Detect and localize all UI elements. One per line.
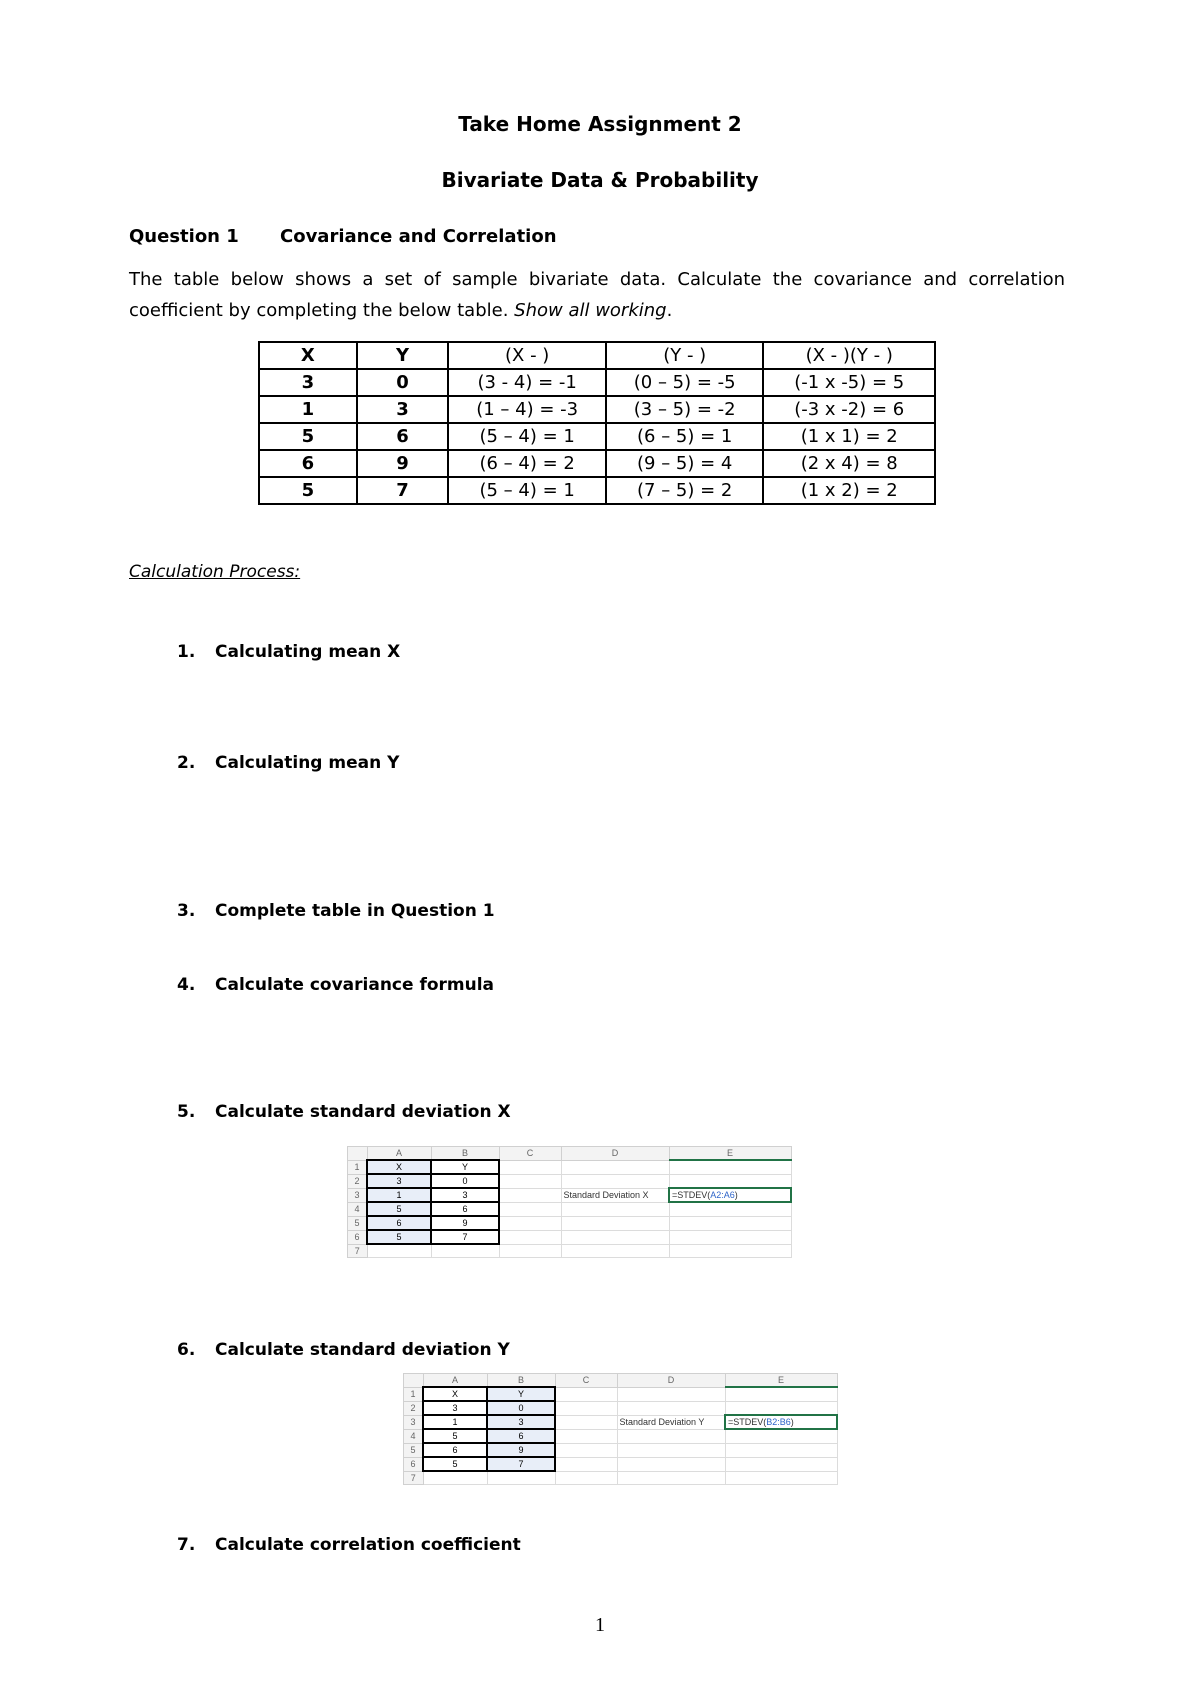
sheet-cell — [499, 1216, 561, 1230]
column-header: D — [561, 1147, 669, 1161]
table-row — [259, 477, 935, 504]
sheet-cell — [499, 1174, 561, 1188]
sheet-cell — [669, 1244, 791, 1258]
sheet-cell — [725, 1387, 837, 1401]
table-cell: (-3 x -2) = 6 — [763, 396, 935, 423]
step-2 — [177, 753, 399, 773]
sheet-cell — [555, 1415, 617, 1429]
std-x-formula[interactable] — [669, 1188, 791, 1202]
step-4 — [177, 975, 494, 995]
formula-range: B2:B6 — [766, 1417, 791, 1427]
document-subtitle: Bivariate Data & Probability — [441, 168, 759, 192]
sheet-cell — [555, 1429, 617, 1443]
column-header: A — [367, 1147, 431, 1161]
sheet-cell: 1 — [367, 1188, 431, 1202]
step-label: Complete table in Question 1 — [215, 901, 495, 921]
column-header: C — [499, 1147, 561, 1161]
sheet-cell — [725, 1443, 837, 1457]
sheet-cell — [617, 1387, 725, 1401]
formula-function: =STDEV( — [728, 1417, 767, 1427]
column-header: B — [431, 1147, 499, 1161]
row-number: 1 — [404, 1387, 424, 1401]
question-number: Question 1 — [129, 226, 239, 247]
sheet-cell — [555, 1457, 617, 1471]
sheet-cell — [561, 1160, 669, 1174]
column-header: A — [423, 1374, 487, 1388]
table-cell: 1 — [259, 396, 357, 423]
row-number: 4 — [348, 1202, 368, 1216]
sheet-cell: 7 — [431, 1230, 499, 1244]
sheet-cell: 5 — [423, 1457, 487, 1471]
sheet-cell — [555, 1443, 617, 1457]
formula-function: =STDEV( — [672, 1190, 711, 1200]
sheet-cell — [725, 1401, 837, 1415]
row-number: 3 — [404, 1415, 424, 1429]
sheet-cell — [423, 1471, 487, 1485]
sheet-cell: Y — [487, 1387, 555, 1401]
table-cell: 6 — [259, 450, 357, 477]
sheet-cell — [487, 1471, 555, 1485]
step-label: Calculate standard deviation Y — [215, 1340, 510, 1360]
row-number: 4 — [404, 1429, 424, 1443]
sheet-cell — [561, 1202, 669, 1216]
row-number: 3 — [348, 1188, 368, 1202]
step-1 — [177, 642, 400, 662]
question-text-italic: Show all working — [514, 300, 667, 321]
question-text-end: . — [666, 300, 673, 321]
sheet-cell — [617, 1429, 725, 1443]
sheet-cell: 5 — [423, 1429, 487, 1443]
sheet-cell: 5 — [367, 1230, 431, 1244]
table-cell: (3 - 4) = -1 — [448, 369, 606, 396]
sheet-cell — [561, 1174, 669, 1188]
table-cell: (1 – 4) = -3 — [448, 396, 606, 423]
step-label: Calculating mean X — [215, 642, 401, 662]
sheet-cell — [669, 1230, 791, 1244]
sheet-cell: 7 — [487, 1457, 555, 1471]
table-row — [259, 396, 935, 423]
calculation-heading: Calculation Process: — [129, 562, 301, 582]
header-y: Y — [357, 342, 449, 369]
row-number: 6 — [348, 1230, 368, 1244]
step-5 — [177, 1102, 511, 1122]
column-header: C — [555, 1374, 617, 1388]
sheet-cell: 0 — [487, 1401, 555, 1415]
sheet-cell — [561, 1244, 669, 1258]
table-cell: (6 – 4) = 2 — [448, 450, 606, 477]
document-title: Take Home Assignment 2 — [458, 112, 742, 136]
sheet-cell — [617, 1401, 725, 1415]
sheet-cell: 9 — [487, 1443, 555, 1457]
std-x-label: Standard Deviation X — [561, 1188, 669, 1202]
step-number: 1. — [177, 642, 196, 662]
table-cell: (6 – 5) = 1 — [606, 423, 764, 450]
table-cell: 0 — [357, 369, 449, 396]
row-number: 2 — [348, 1174, 368, 1188]
step-label: Calculate correlation coefficient — [215, 1535, 521, 1555]
sheet-cell — [555, 1387, 617, 1401]
step-number: 4. — [177, 975, 196, 995]
question-text — [129, 264, 1065, 326]
table-cell: (1 x 1) = 2 — [763, 423, 935, 450]
row-number: 2 — [404, 1401, 424, 1415]
header-y-dev: (Y - ) — [606, 342, 764, 369]
row-number: 5 — [348, 1216, 368, 1230]
table-cell: 3 — [357, 396, 449, 423]
sheet-cell — [431, 1244, 499, 1258]
table-cell: (9 – 5) = 4 — [606, 450, 764, 477]
sheet-cell — [617, 1457, 725, 1471]
step-number: 7. — [177, 1535, 196, 1555]
table-cell: (-1 x -5) = 5 — [763, 369, 935, 396]
sheet-cell: 6 — [487, 1429, 555, 1443]
sheet-cell — [561, 1216, 669, 1230]
column-header: E — [669, 1147, 791, 1161]
sheet-cell: X — [423, 1387, 487, 1401]
std-y-formula[interactable] — [725, 1415, 837, 1429]
column-header: E — [725, 1374, 837, 1388]
question-text-main: The table below shows a set of sample bivariate data. Calculate the covariance and correlation coefficient by completing the below table. — [129, 269, 1065, 321]
table-cell: (0 – 5) = -5 — [606, 369, 764, 396]
sheet-cell — [367, 1244, 431, 1258]
sheet-cell — [725, 1429, 837, 1443]
sheet-cell — [561, 1230, 669, 1244]
table-cell: 3 — [259, 369, 357, 396]
row-number: 7 — [404, 1471, 424, 1485]
spreadsheet-std-x — [347, 1146, 792, 1258]
column-header: B — [487, 1374, 555, 1388]
header-x-dev: (X - ) — [448, 342, 606, 369]
sheet-cell: 5 — [367, 1202, 431, 1216]
table-cell: (2 x 4) = 8 — [763, 450, 935, 477]
formula-close: ) — [734, 1190, 738, 1200]
sheet-cell — [499, 1244, 561, 1258]
sheet-cell — [725, 1457, 837, 1471]
formula-close: ) — [790, 1417, 794, 1427]
step-label: Calculating mean Y — [215, 753, 400, 773]
step-7 — [177, 1535, 521, 1555]
corner-cell — [348, 1147, 368, 1161]
page-number: 1 — [595, 1614, 605, 1636]
step-number: 5. — [177, 1102, 196, 1122]
row-number: 6 — [404, 1457, 424, 1471]
table-cell: 9 — [357, 450, 449, 477]
step-label: Calculate standard deviation X — [215, 1102, 511, 1122]
table-cell: (3 – 5) = -2 — [606, 396, 764, 423]
step-label: Calculate covariance formula — [215, 975, 495, 995]
table-row — [259, 450, 935, 477]
row-number: 1 — [348, 1160, 368, 1174]
header-x: X — [259, 342, 357, 369]
sheet-cell: 3 — [487, 1415, 555, 1429]
sheet-cell — [669, 1202, 791, 1216]
sheet-cell — [499, 1202, 561, 1216]
sheet-cell: Y — [431, 1160, 499, 1174]
sheet-cell — [669, 1174, 791, 1188]
sheet-cell — [499, 1160, 561, 1174]
sheet-cell — [725, 1471, 837, 1485]
table-header-row — [259, 342, 935, 369]
bivariate-data-table — [258, 341, 936, 505]
sheet-cell: 0 — [431, 1174, 499, 1188]
sheet-cell: 3 — [431, 1188, 499, 1202]
header-product: (X - )(Y - ) — [763, 342, 935, 369]
step-number: 2. — [177, 753, 196, 773]
sheet-cell — [617, 1471, 725, 1485]
table-row — [259, 369, 935, 396]
step-number: 3. — [177, 901, 196, 921]
sheet-cell: 6 — [423, 1443, 487, 1457]
row-number: 5 — [404, 1443, 424, 1457]
table-cell: 6 — [357, 423, 449, 450]
sheet-cell — [499, 1188, 561, 1202]
sheet-cell — [555, 1471, 617, 1485]
step-3 — [177, 901, 495, 921]
sheet-cell — [669, 1160, 791, 1174]
question-topic: Covariance and Correlation — [280, 226, 557, 247]
table-row — [259, 423, 935, 450]
spreadsheet-std-y — [403, 1373, 838, 1485]
table-cell: (7 – 5) = 2 — [606, 477, 764, 504]
table-cell: (1 x 2) = 2 — [763, 477, 935, 504]
corner-cell — [404, 1374, 424, 1388]
sheet-cell — [555, 1401, 617, 1415]
sheet-cell: 6 — [367, 1216, 431, 1230]
row-number: 7 — [348, 1244, 368, 1258]
formula-range: A2:A6 — [710, 1190, 735, 1200]
sheet-cell: 3 — [367, 1174, 431, 1188]
sheet-cell — [499, 1230, 561, 1244]
column-header: D — [617, 1374, 725, 1388]
sheet-cell: 6 — [431, 1202, 499, 1216]
sheet-cell: 3 — [423, 1401, 487, 1415]
sheet-cell: 1 — [423, 1415, 487, 1429]
table-cell: 5 — [259, 423, 357, 450]
table-cell: 7 — [357, 477, 449, 504]
step-6 — [177, 1340, 510, 1360]
sheet-cell: 9 — [431, 1216, 499, 1230]
sheet-cell — [669, 1216, 791, 1230]
sheet-cell: X — [367, 1160, 431, 1174]
sheet-cell — [617, 1443, 725, 1457]
table-cell: 5 — [259, 477, 357, 504]
table-cell: (5 – 4) = 1 — [448, 423, 606, 450]
step-number: 6. — [177, 1340, 196, 1360]
std-y-label: Standard Deviation Y — [617, 1415, 725, 1429]
table-cell: (5 – 4) = 1 — [448, 477, 606, 504]
